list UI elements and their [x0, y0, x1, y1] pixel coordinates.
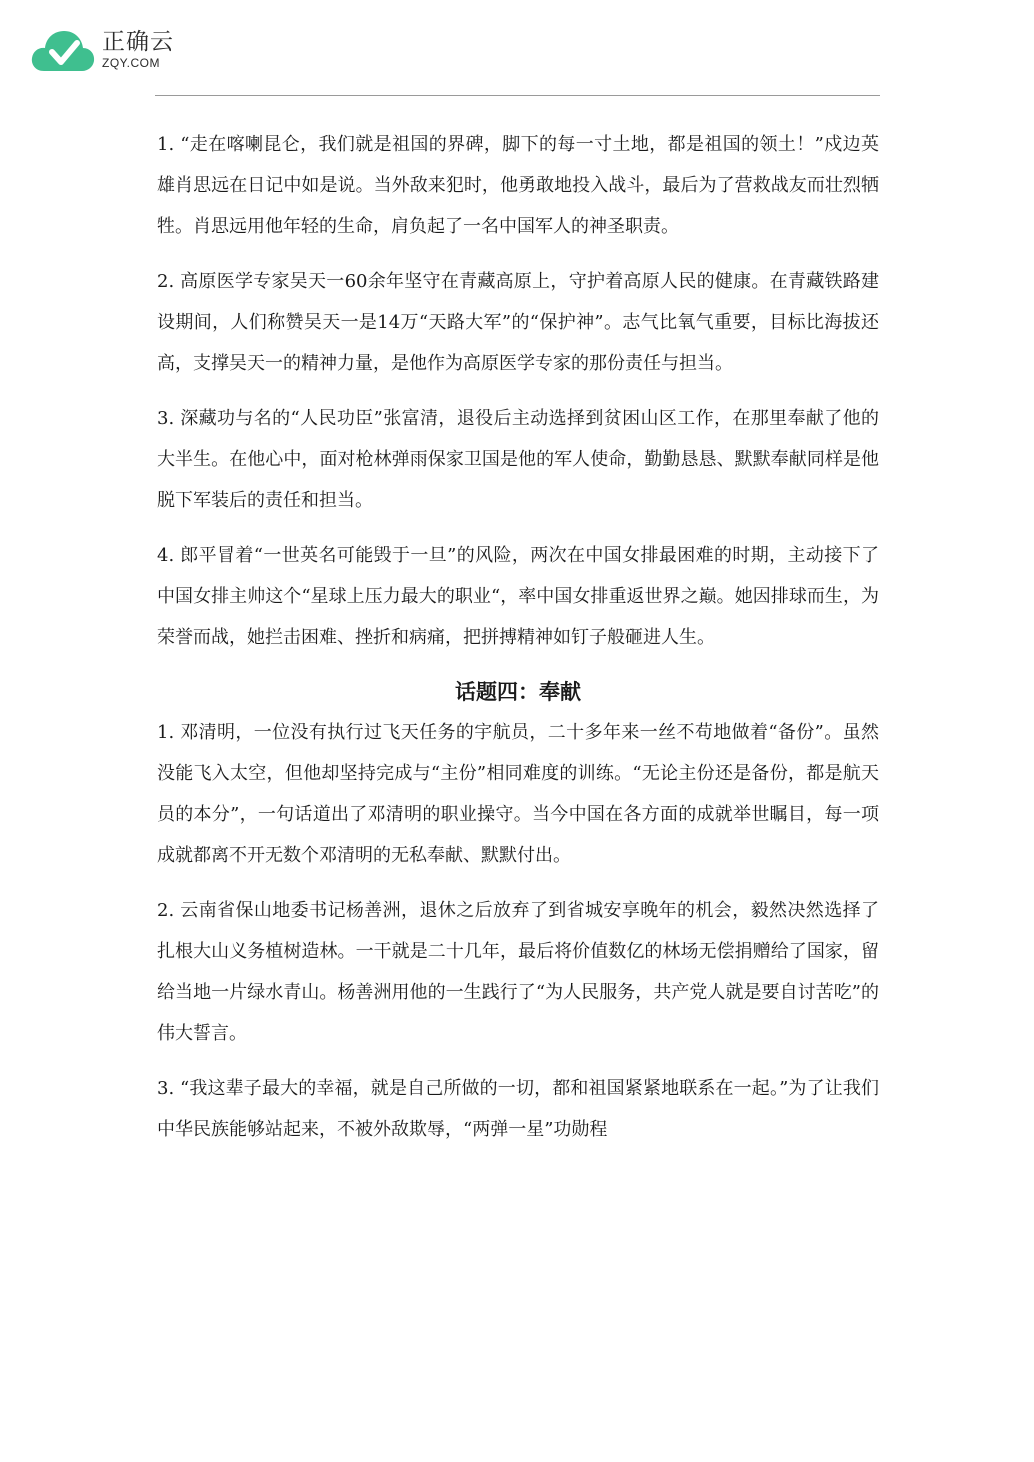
paragraph: 2. 云南省保山地委书记杨善洲，退休之后放弃了到省城安享晚年的机会，毅然决然选择了扎根大山义务植树造林。一干就是二十几年，最后将价值数亿的林场无偿捐赠给了国家，留给当地一片绿水青山。杨善洲用他的一生践行了“为人民服务，共产党人就是要自讨苦吃”的伟大誓言。 [157, 900, 879, 1044]
paragraph: 3. 深藏功与名的“人民功臣”张富清，退役后主动选择到贫困山区工作，在那里奉献了他的大半生。在他心中，面对枪林弹雨保家卫国是他的军人使命，勤勤恳恳、默默奉献同样是他脱下军装后的责任和担当。 [157, 408, 879, 511]
paragraph: 2. 高原医学专家吴天一60余年坚守在青藏高原上，守护着高原人民的健康。在青藏铁路建设期间，人们称赞吴天一是14万“天路大军”的“保护神”。志气比氧气重要，目标比海拔还高，支撑吴天一的精神力量，是他作为高原医学专家的那份责任与担当。 [157, 271, 879, 374]
logo-name: 正确云 [102, 29, 174, 55]
cloud-check-icon [30, 25, 96, 75]
header-divider [155, 95, 880, 96]
page-header [30, 22, 174, 78]
section-title: 话题四：奉献 [455, 680, 581, 704]
paragraph: 1. 邓清明，一位没有执行过飞天任务的宇航员，二十多年来一丝不苟地做着“备份”。虽然没能飞入太空，但他却坚持完成与“主份”相同难度的训练。“无论主份还是备份，都是航天员的本分”，一句话道出了邓清明的职业操守。当今中国在各方面的成就举世瞩目，每一项成就都离不开无数个邓清明的无私奉献、默默付出。 [157, 722, 879, 866]
paragraph: 1. “走在喀喇昆仑，我们就是祖国的界碑，脚下的每一寸土地，都是祖国的领土！”戍边英雄肖思远在日记中如是说。当外敌来犯时，他勇敢地投入战斗，最后为了营救战友而壮烈牺牲。肖思远用他年轻的生命，肩负起了一名中国军人的神圣职责。 [157, 134, 879, 237]
paragraph: 4. 郎平冒着“一世英名可能毁于一旦”的风险，两次在中国女排最困难的时期，主动接下了中国女排主帅这个“星球上压力最大的职业“，率中国女排重返世界之巅。她因排球而生，为荣誉而战，她拦击困难、挫折和病痛，把拼搏精神如钉子般砸进人生。 [157, 545, 879, 648]
logo-domain: ZQY.COM [102, 56, 160, 70]
document-body [157, 124, 879, 1164]
logo-text [102, 31, 174, 69]
paragraph: 3. “我这辈子最大的幸福，就是自己所做的一切，都和祖国紧紧地联系在一起。”为了让我们中华民族能够站起来，不被外敌欺辱，“两弹一星”功勋程 [157, 1078, 879, 1140]
